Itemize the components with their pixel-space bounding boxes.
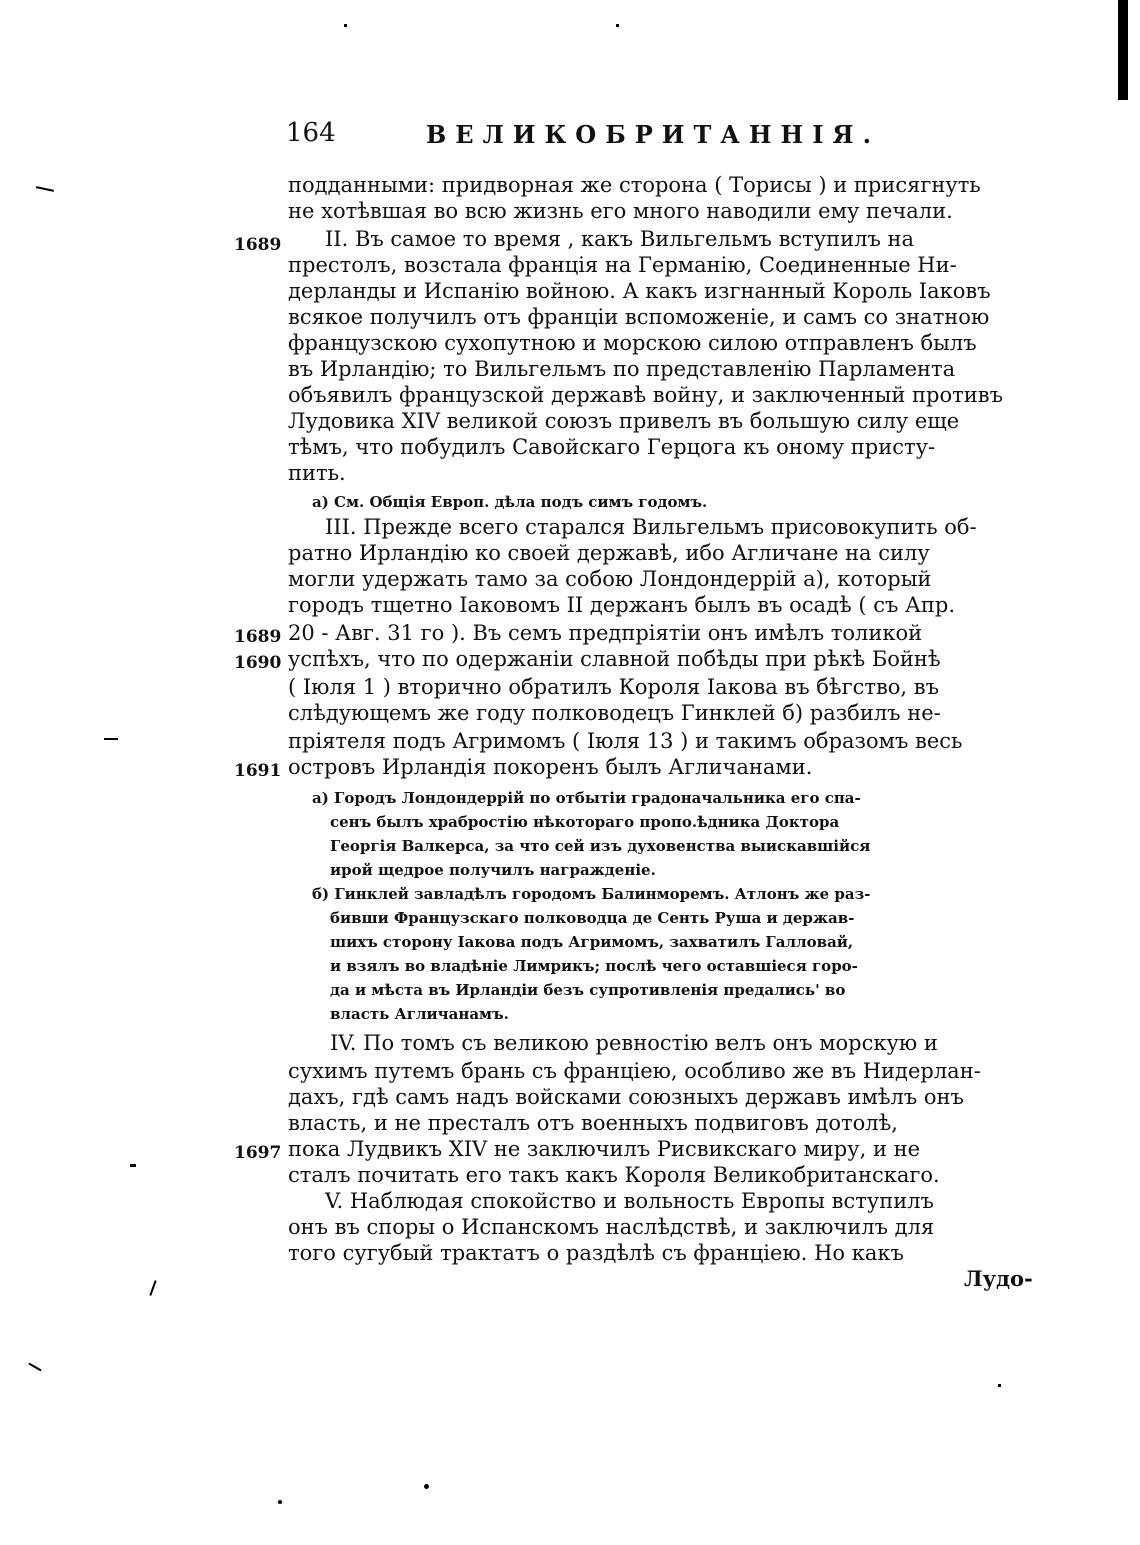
paragraph-5-start: V. Наблюдая спокойство и вольность Европы вступилъ <box>325 1189 934 1213</box>
margin-year: 1691 <box>234 761 282 781</box>
footnote-b-line: и взялъ во владѣніе Лимрикъ; послѣ чего оставшіеся горо- <box>330 957 858 975</box>
running-title: ВЕЛИКОБРИТАННІЯ. <box>426 120 880 149</box>
text-line: островъ Ирландія покоренъ былъ Агличанами. <box>288 755 813 779</box>
margin-year: 1689 <box>234 235 282 255</box>
paragraph-2-start: II. Въ самое то время , какъ Вильгельмъ вступилъ на <box>325 227 915 251</box>
text-line: власть, и не престалъ отъ военныхъ подвиговъ дотолѣ, <box>288 1111 898 1135</box>
paragraph-3-start: III. Прежде всего старался Вильгельмъ присовокупить об- <box>325 515 977 539</box>
text-line: тѣмъ, что побудилъ Савойскаго Герцога къ оному присту- <box>288 435 936 459</box>
footnote-b-line: да и мѣста въ Ирландіи безъ супротивленія предались' во <box>330 981 846 999</box>
text-line: объявилъ французской державѣ войну, и заключенный противъ <box>288 383 1003 407</box>
page-number: 164 <box>286 118 336 148</box>
footnote-a-line: Георгія Валкерса, за что сей изъ духовенства выискавшійся <box>330 837 871 855</box>
footnote-a: а) См. Общія Европ. дѣла подъ симъ годомъ. <box>312 493 708 511</box>
footnote-b-line: б) Гинклей завладѣлъ городомъ Балинморемъ. Атлонъ же раз- <box>312 885 871 903</box>
text-line: 20 - Авг. 31 го ). Въ семъ предпріятіи онъ имѣлъ толикой <box>288 621 923 645</box>
scan-edge-bar <box>1118 0 1128 100</box>
footnote-a-line: а) Городъ Лондондеррій по отбытіи градоначальника его спа- <box>312 789 861 807</box>
page-header <box>286 118 886 158</box>
text-line: того сугубый трактатъ о раздѣлѣ съ франціею. Но какъ <box>288 1241 904 1265</box>
margin-year: 1689 <box>234 627 282 647</box>
text-line: въ Ирландію; то Вильгельмъ по представленію Парламента <box>288 357 956 381</box>
text-line: городъ тщетно Іаковомъ II держанъ былъ въ осадѣ ( съ Апр. <box>288 593 956 617</box>
text-line: престолъ, возстала франція на Германію, Соединенные Ни- <box>288 253 957 277</box>
text-line: не хотѣвшая во всю жизнь его много наводили ему печали. <box>288 199 953 223</box>
footnote-a-line: сенъ былъ храбростію нѣкотораго пропо.ѣдника Доктора <box>330 813 840 831</box>
scan-speck <box>998 1384 1001 1387</box>
margin-year: 1697 <box>234 1143 282 1163</box>
footnote-b-line: власть Агличанамъ. <box>330 1005 509 1023</box>
scan-speck <box>424 1484 429 1489</box>
text-line: успѣхъ, что по одержаніи славной побѣды при рѣкѣ Бойнѣ <box>288 647 941 671</box>
margin-year: 1690 <box>234 653 282 673</box>
text-line: онъ въ споры о Испанскомъ наслѣдствѣ, и заключилъ для <box>288 1215 935 1239</box>
text-line: ( Іюля 1 ) вторично обратилъ Короля Іакова въ бѣгство, въ <box>288 675 939 699</box>
paragraph-4-start: IV. По томъ съ великою ревностію велъ онъ морскую и <box>330 1031 938 1055</box>
text-line: дерланды и Испанію войною. А какъ изгнанный Король Іаковъ <box>288 279 991 303</box>
text-line: могли удержать тамо за собою Лондондеррій а), который <box>288 567 932 591</box>
text-line: ратно Ирландію ко своей державѣ, ибо Агличане на силу <box>288 541 930 565</box>
catchword: Лудо- <box>964 1266 1033 1291</box>
footnote-b-line: бивши Французскаго полководца де Сенть Руша и держав- <box>330 909 855 927</box>
text-line: французскою сухопутною и морскою силою отправленъ былъ <box>288 331 977 355</box>
text-line: сталъ почитать его такъ какъ Короля Великобританскаго. <box>288 1163 940 1187</box>
footnote-a-line: ирой щедрое получилъ награжденіе. <box>330 861 656 879</box>
text-line: пить. <box>288 461 346 485</box>
text-line: слѣдующемъ же году полководецъ Гинклей б) разбилъ не- <box>288 701 941 725</box>
scan-speck <box>149 1280 156 1296</box>
text-line: пріятеля подъ Агримомъ ( Іюля 13 ) и такимъ образомъ весь <box>288 729 963 753</box>
scan-speck <box>36 186 54 192</box>
text-line: дахъ, гдѣ самъ надъ войсками союзныхъ державъ имѣлъ онъ <box>288 1085 964 1109</box>
text-line: сухимъ путемъ брань съ франціею, особливо же въ Нидерлан- <box>288 1059 981 1083</box>
scan-speck <box>616 24 619 27</box>
text-line: подданными: придворная же сторона ( Торисы ) и присягнуть <box>288 173 981 197</box>
scan-speck <box>104 738 118 740</box>
text-line: всякое получилъ отъ франціи вспоможеніе, и самъ со знатною <box>288 305 990 329</box>
footnote-b-line: шихъ сторону Іакова подъ Агримомъ, захватилъ Галловай, <box>330 933 854 951</box>
scan-speck <box>130 1164 136 1167</box>
scan-speck <box>28 1363 41 1372</box>
scan-speck <box>344 24 347 27</box>
text-line: пока Лудвикъ XIV не заключилъ Рисвикскаго миру, и не <box>288 1137 921 1161</box>
scan-speck <box>278 1500 282 1504</box>
text-line: Лудовика XIV великой союзъ привелъ въ большую силу еще <box>288 409 960 433</box>
